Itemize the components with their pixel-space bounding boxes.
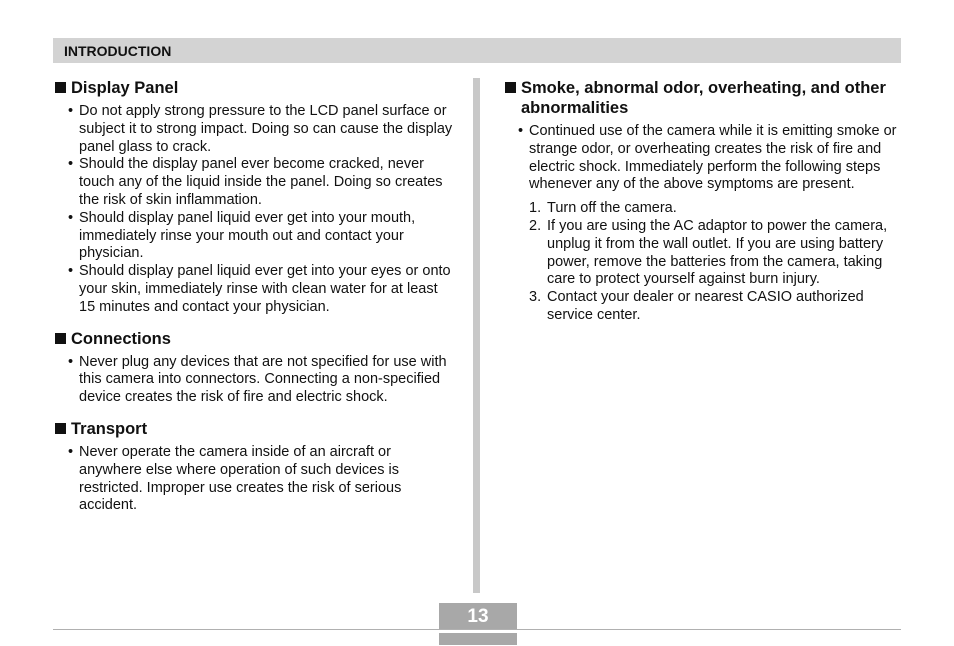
step-item: 2. If you are using the AC adaptor to power the camera, unplug it from the wall outlet. If you are using battery power, remove the batteries from the camera, taking care to protect yourself against burn injury. [529, 217, 888, 288]
list-item: • Should the display panel ever become cracked, never touch any of the liquid inside the panel. Doing so creates the risk of skin inflammation. [55, 156, 455, 209]
list-item: • Continued use of the camera while it is emitting smoke or strange odor, or overheating creates the risk of fire and electric shock. Immediately perform the following steps whenever any of the above symptoms are present. [505, 123, 900, 194]
section-title: Display Panel [55, 78, 455, 98]
page-number-tab [439, 633, 517, 645]
list-item: • Never plug any devices that are not specified for use with this camera into connectors. Connecting a non-specified device creates the risk of fire and electric shock. [55, 354, 455, 407]
section-smoke-abnormalities [505, 78, 900, 325]
page-number: 13 [439, 603, 517, 629]
right-column [505, 78, 900, 337]
square-bullet-icon [505, 82, 516, 93]
square-bullet-icon [55, 333, 66, 344]
numbered-steps [505, 200, 900, 325]
bullet-list [55, 444, 455, 515]
bullet-list [55, 103, 455, 317]
square-bullet-icon [55, 423, 66, 434]
square-bullet-icon [55, 82, 66, 93]
bullet-list [55, 354, 455, 407]
list-item: • Should display panel liquid ever get into your mouth, immediately rinse your mouth out and contact your physician. [55, 210, 455, 263]
bullet-list [505, 123, 900, 194]
list-item: • Never operate the camera inside of an aircraft or anywhere else where operation of such devices is restricted. Improper use creates the risk of serious accident. [55, 444, 455, 515]
left-column [55, 78, 455, 527]
section-title: Transport [55, 419, 455, 439]
page-number-box [439, 603, 517, 645]
section-title: Connections [55, 329, 455, 349]
header-bar [53, 38, 901, 63]
column-divider [473, 78, 480, 593]
section-display-panel [55, 78, 455, 317]
step-number: 2. [529, 217, 542, 234]
section-transport [55, 419, 455, 515]
step-number: 1. [529, 200, 542, 217]
step-item: 3. Contact your dealer or nearest CASIO authorized service center. [529, 289, 864, 323]
section-connections [55, 329, 455, 407]
list-item: • Should display panel liquid ever get into your eyes or onto your skin, immediately rinse with clean water for at least 15 minutes and contact your physician. [55, 263, 455, 316]
section-header-title: INTRODUCTION [64, 43, 172, 59]
step-item: 1. Turn off the camera. [529, 200, 677, 217]
step-number: 3. [529, 289, 542, 306]
section-title: Smoke, abnormal odor, overheating, and other abnormalities [505, 78, 900, 118]
list-item: • Do not apply strong pressure to the LCD panel surface or subject it to strong impact. Doing so can cause the display panel glass to crack. [55, 103, 455, 156]
